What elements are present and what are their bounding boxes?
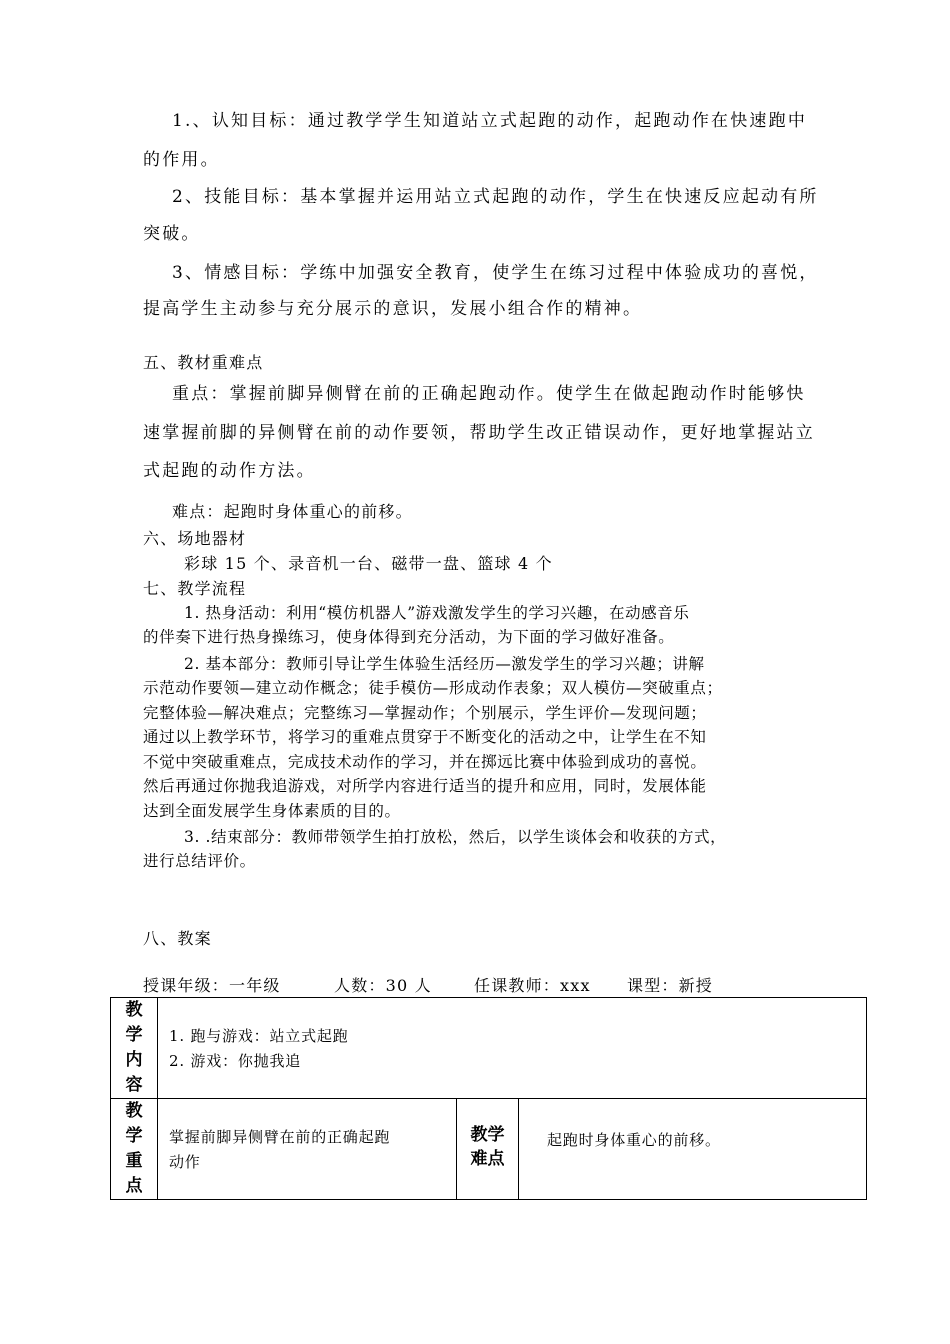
- key-point-line-2: 速掌握前脚的异侧臂在前的动作要领，帮助学生改正错误动作，更好地掌握站立: [143, 423, 815, 443]
- key-point-line-1: 重点：掌握前脚异侧臂在前的正确起跑动作。使学生在做起跑动作时能够快: [172, 384, 806, 404]
- goal-3-line-2: 提高学生主动参与充分展示的意识，发展小组合作的精神。: [143, 299, 643, 319]
- goal-1-line-1: 1.、认知目标：通过教学学生知道站立式起跑的动作，起跑动作在快速跑中: [172, 111, 808, 131]
- key-label-char: 重: [125, 1151, 143, 1171]
- equipment-list: 彩球 15 个、录音机一台、磁带一盘、篮球 4 个: [184, 554, 553, 573]
- key-difficulty-row: [111, 1099, 867, 1200]
- flow-2-line-3: 完整体验—解决难点；完整练习—掌握动作；个别展示，学生评价—发现问题；: [143, 704, 707, 722]
- content-label-cell: [111, 998, 158, 1099]
- key-point-line-3: 式起跑的动作方法。: [143, 461, 316, 481]
- section-5-title: 五、教材重难点: [143, 353, 264, 372]
- flow-3-line-1: 3. .结束部分：教师带领学生拍打放松，然后，以学生谈体会和收获的方式，: [184, 828, 727, 846]
- difficulty-point: 难点：起跑时身体重心的前移。: [172, 502, 413, 521]
- flow-2-line-7: 达到全面发展学生身体素质的目的。: [143, 802, 401, 820]
- content-row: [111, 998, 867, 1099]
- key-text-line: 掌握前脚异侧臂在前的正确起跑: [169, 1128, 391, 1146]
- section-6-title: 六、场地器材: [143, 529, 247, 548]
- content-item: 1. 跑与游戏：站立式起跑: [169, 1027, 349, 1045]
- key-label-char: 教: [125, 1101, 143, 1121]
- key-label-char: 学: [125, 1126, 143, 1146]
- content-label-char: 容: [125, 1075, 143, 1095]
- content-label-char: 教: [125, 1000, 143, 1020]
- content-item: 2. 游戏：你抛我追: [169, 1052, 302, 1070]
- lesson-grade: 授课年级：一年级: [143, 976, 281, 995]
- difficulty-label-line: 难点: [470, 1149, 505, 1169]
- flow-1-line-1: 1. 热身活动：利用“模仿机器人”游戏激发学生的学习兴趣，在动感音乐: [184, 604, 690, 622]
- difficulty-label-line: 教学: [470, 1125, 505, 1145]
- key-text-line: 动作: [169, 1153, 201, 1171]
- flow-2-line-5: 不觉中突破重难点，完成技术动作的学习，并在掷远比赛中体验到成功的喜悦。: [143, 753, 707, 771]
- lesson-teacher: 任课教师：xxx: [474, 976, 591, 995]
- lesson-type: 课型：新授: [627, 976, 714, 995]
- flow-2-line-1: 2. 基本部分：教师引导让学生体验生活经历—激发学生的学习兴趣；讲解: [184, 655, 705, 673]
- lesson-student-count: 人数：30 人: [334, 976, 432, 995]
- key-label-char: 点: [125, 1176, 143, 1196]
- section-8-title: 八、教案: [143, 929, 212, 948]
- content-label-char: 学: [125, 1025, 143, 1045]
- flow-2-line-2: 示范动作要领—建立动作概念；徒手模仿—形成动作表象；双人模仿—突破重点；: [143, 679, 723, 697]
- key-text-cell: [158, 1099, 457, 1200]
- difficulty-label-cell: [457, 1099, 519, 1200]
- content-label-char: 内: [125, 1050, 143, 1070]
- difficulty-text-cell: [519, 1099, 867, 1200]
- key-label-cell: [111, 1099, 158, 1200]
- flow-1-line-2: 的伴奏下进行热身操练习，使身体得到充分活动，为下面的学习做好准备。: [143, 628, 675, 646]
- flow-2-line-6: 然后再通过你抛我追游戏，对所学内容进行适当的提升和应用，同时，发展体能: [143, 777, 707, 795]
- lesson-plan-table: [110, 997, 867, 1200]
- goal-2-line-1: 2、技能目标：基本掌握并运用站立式起跑的动作，学生在快速反应起动有所: [172, 187, 819, 207]
- goal-3-line-1: 3、情感目标：学练中加强安全教育，使学生在练习过程中体验成功的喜悦，: [172, 263, 819, 283]
- section-7-title: 七、教学流程: [143, 579, 247, 598]
- flow-2-line-4: 通过以上教学环节，将学习的重难点贯穿于不断变化的活动之中，让学生在不知: [143, 728, 707, 746]
- flow-3-line-2: 进行总结评价。: [143, 852, 256, 870]
- goal-2-line-2: 突破。: [143, 224, 201, 244]
- difficulty-text: 起跑时身体重心的前移。: [547, 1131, 721, 1149]
- goal-1-line-2: 的作用。: [143, 150, 220, 170]
- content-items-cell: [158, 998, 867, 1099]
